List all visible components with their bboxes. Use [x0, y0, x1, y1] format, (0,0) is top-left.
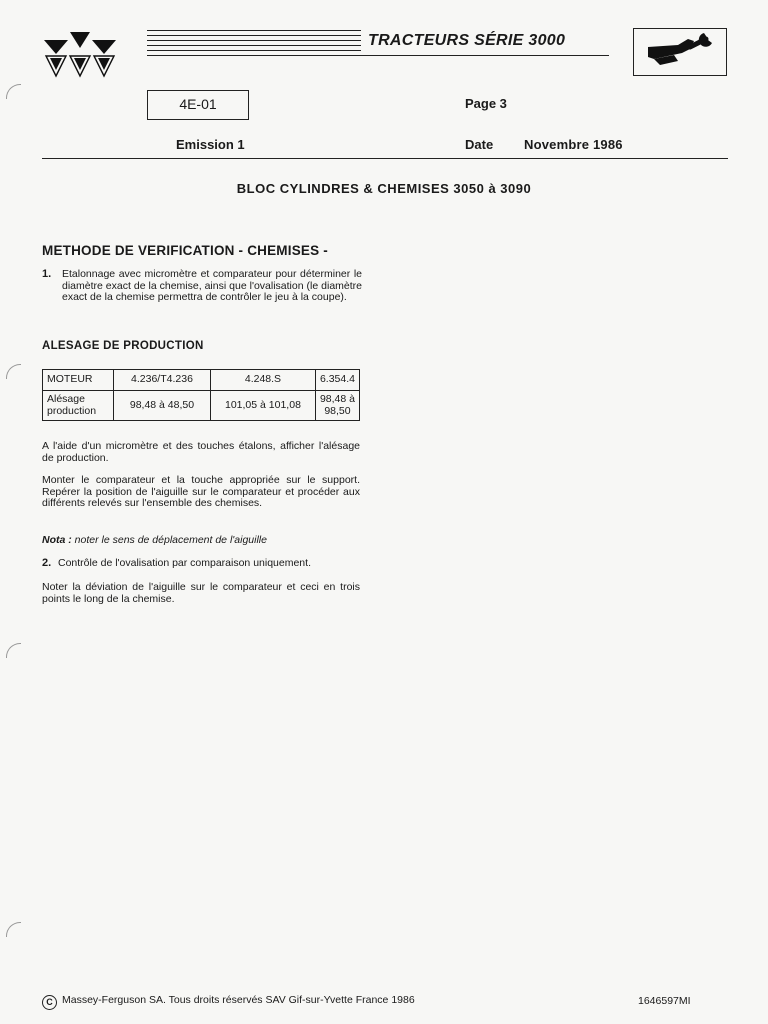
- step-1: [42, 269, 362, 304]
- punch-hole-mark: [6, 364, 21, 379]
- punch-hole-mark: [6, 84, 21, 99]
- date-label: Date: [465, 137, 494, 152]
- paragraph-1: A l'aide d'un micromètre et des touches étalons, afficher l'alésage de production.: [42, 440, 360, 464]
- copyright-icon: C: [42, 995, 57, 1010]
- table-cell: MOTEUR: [43, 370, 114, 391]
- bore-table: [42, 369, 360, 421]
- cell-line2: 98,50: [324, 404, 351, 417]
- document-title: BLOC CYLINDRES & CHEMISES 3050 à 3090: [236, 181, 532, 196]
- table-cell: [43, 391, 114, 421]
- paragraph-2: Monter le comparateur et la touche appropriée sur le support. Repérer la position de l'aiguille sur le comparateur et procéder aux différents relevés sur l'ensemble des chemises.: [42, 474, 360, 509]
- nota: [42, 534, 267, 546]
- table-cell: 4.248.S: [210, 370, 315, 391]
- punch-hole-mark: [6, 922, 21, 937]
- massey-ferguson-logo: [42, 30, 118, 80]
- step-2-text: Contrôle de l'ovalisation par comparaison uniquement.: [58, 557, 311, 569]
- footer-copyright: [42, 994, 415, 1010]
- row-label-line2: production: [47, 404, 97, 417]
- paragraph-3: Noter la déviation de l'aiguille sur le comparateur et ceci en trois points le long de la chemise.: [42, 581, 360, 605]
- step-2: [42, 558, 360, 570]
- cell-line1: 98,48 à: [319, 393, 355, 405]
- table-row: [43, 391, 360, 421]
- hand-with-wrench-icon: [633, 28, 727, 76]
- table-cell: 101,05 à 101,08: [210, 391, 315, 421]
- document-code: 1646597MI: [638, 995, 691, 1007]
- nota-text: noter le sens de déplacement de l'aiguille: [74, 534, 267, 546]
- table-cell: 98,48 à 48,50: [113, 391, 210, 421]
- step-1-text: Etalonnage avec micromètre et comparateur pour déterminer le diamètre exact de la chemise, ainsi que l'ovalisation (le diamètre exact de la chemise permettra de contrôler le jeu à la coupe).: [62, 268, 362, 303]
- subheading-alesage: ALESAGE DE PRODUCTION: [42, 340, 204, 352]
- footer-text: Massey-Ferguson SA. Tous droits réservés SAV Gif-sur-Yvette France 1986: [62, 994, 415, 1006]
- header-divider: [42, 158, 728, 159]
- step-1-number: 1.: [42, 268, 52, 280]
- header-stripes: [147, 30, 361, 56]
- table-cell: 4.236/T4.236: [113, 370, 210, 391]
- page-number: Page 3: [465, 96, 507, 111]
- step-2-number: 2.: [42, 557, 52, 569]
- table-cell: 6.354.4: [315, 370, 359, 391]
- date-value: Novembre 1986: [524, 137, 623, 152]
- reference-box: 4E-01: [147, 90, 249, 120]
- table-row: [43, 370, 360, 391]
- emission: Emission 1: [176, 137, 245, 152]
- row-label-line1: Alésage: [47, 393, 85, 405]
- table-cell: [315, 391, 359, 421]
- nota-label: Nota :: [42, 534, 72, 546]
- punch-hole-mark: [6, 643, 21, 658]
- section-heading: METHODE DE VERIFICATION - CHEMISES -: [42, 243, 328, 258]
- header-rule: [147, 55, 609, 56]
- series-title: TRACTEURS SÉRIE 3000: [368, 32, 566, 49]
